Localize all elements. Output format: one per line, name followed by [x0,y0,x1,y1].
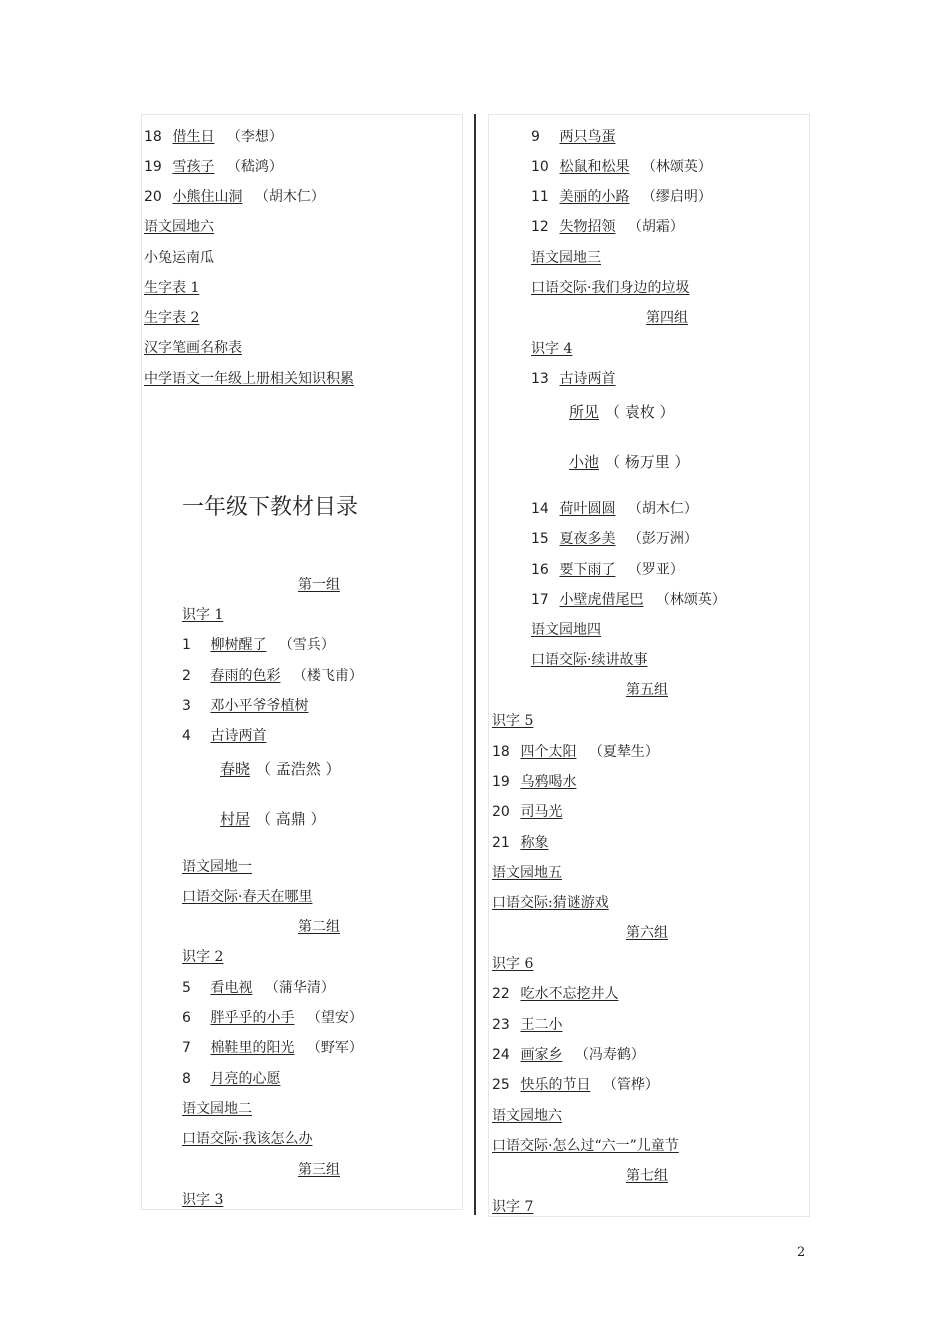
poem-entry[interactable]: 村居 （ 高鼎 ） [220,810,326,828]
toc-entry[interactable]: 1 柳树醒了 （雪兵） [182,637,335,653]
toc-entry[interactable]: 6 胖乎乎的小手 （望安） [182,1010,363,1026]
garden-link[interactable]: 语文园地二 [182,1101,252,1117]
garden-link[interactable]: 语文园地六 [144,219,214,235]
group-heading[interactable]: 第五组 [626,682,668,698]
toc-entry[interactable]: 13 古诗两首 [531,371,616,387]
garden-link[interactable]: 语文园地五 [492,865,562,881]
shizi-link[interactable]: 识字 5 [492,713,534,729]
stroke-table-link[interactable]: 汉字笔画名称表 [144,340,242,356]
oral-link[interactable]: 口语交际·春天在哪里 [182,889,313,905]
toc-entry[interactable]: 18 四个太阳 （夏辇生） [492,744,659,760]
toc-entry[interactable]: 15 夏夜多美 （彭万洲） [531,531,698,547]
toc-entry[interactable]: 10 松鼠和松果 （林颂英） [531,159,712,175]
catalog-title: 一年级下教材目录 [182,495,359,520]
toc-entry[interactable]: 20 小熊住山洞 （胡木仁） [144,189,325,205]
garden-link[interactable]: 语文园地四 [531,622,601,638]
char-table-link[interactable]: 生字表 1 [144,280,200,296]
shizi-link[interactable]: 识字 4 [531,341,573,357]
toc-entry[interactable]: 11 美丽的小路 （缪启明） [531,189,712,205]
toc-entry[interactable]: 21 称象 [492,835,549,851]
shizi-link[interactable]: 识字 7 [492,1199,534,1215]
oral-link[interactable]: 口语交际·我该怎么办 [182,1131,313,1147]
toc-entry[interactable]: 20 司马光 [492,804,563,820]
garden-link[interactable]: 语文园地三 [531,250,601,266]
toc-entry[interactable]: 9 两只鸟蛋 [531,129,616,145]
shizi-link[interactable]: 识字 1 [182,607,224,623]
toc-entry[interactable]: 5 看电视 （蒲华清） [182,980,335,996]
toc-entry[interactable]: 19 乌鸦喝水 [492,774,577,790]
toc-entry[interactable]: 3 邓小平爷爷植树 [182,698,309,714]
poem-entry[interactable]: 所见 （ 袁枚 ） [569,403,675,421]
char-table-link[interactable]: 生字表 2 [144,310,200,326]
toc-entry[interactable]: 22 吃水不忘挖井人 [492,986,619,1002]
garden-link[interactable]: 语文园地一 [182,859,252,875]
story-entry: 小兔运南瓜 [144,250,214,266]
toc-entry[interactable]: 17 小壁虎借尾巴 （林颂英） [531,592,726,608]
shizi-link[interactable]: 识字 3 [182,1192,224,1208]
column-divider [474,114,476,1215]
knowledge-link[interactable]: 中学语文一年级上册相关知识积累 [144,371,354,387]
toc-entry[interactable]: 12 失物招领 （胡霜） [531,219,684,235]
oral-link[interactable]: 口语交际·怎么过“六一”儿童节 [492,1138,679,1154]
poem-entry[interactable]: 春晓 （ 孟浩然 ） [220,760,341,778]
toc-entry[interactable]: 14 荷叶圆圆 （胡木仁） [531,501,698,517]
poem-entry[interactable]: 小池 （ 杨万里 ） [569,453,690,471]
toc-entry[interactable]: 4 古诗两首 [182,728,267,744]
toc-entry[interactable]: 25 快乐的节日 （管桦） [492,1077,659,1093]
oral-link[interactable]: 口语交际·续讲故事 [531,652,648,668]
toc-entry[interactable]: 8 月亮的心愿 [182,1071,281,1087]
group-heading[interactable]: 第一组 [298,577,340,593]
shizi-link[interactable]: 识字 2 [182,949,224,965]
group-heading[interactable]: 第七组 [626,1168,668,1184]
group-heading[interactable]: 第四组 [646,310,688,326]
garden-link[interactable]: 语文园地六 [492,1108,562,1124]
oral-link[interactable]: 口语交际:猜谜游戏 [492,895,609,911]
toc-entry[interactable]: 19 雪孩子 （嵇鸿） [144,159,283,175]
toc-entry[interactable]: 2 春雨的色彩 （楼飞甫） [182,668,363,684]
toc-entry[interactable]: 16 要下雨了 （罗亚） [531,562,684,578]
toc-entry[interactable]: 18 借生日 （李想） [144,129,283,145]
oral-link[interactable]: 口语交际·我们身边的垃圾 [531,280,690,296]
group-heading[interactable]: 第六组 [626,925,668,941]
toc-entry[interactable]: 23 王二小 [492,1017,563,1033]
group-heading[interactable]: 第二组 [298,919,340,935]
page-number: 2 [797,1245,806,1260]
toc-entry[interactable]: 24 画家乡 （冯寿鹤） [492,1047,645,1063]
toc-entry[interactable]: 7 棉鞋里的阳光 （野军） [182,1040,363,1056]
group-heading[interactable]: 第三组 [298,1162,340,1178]
shizi-link[interactable]: 识字 6 [492,956,534,972]
